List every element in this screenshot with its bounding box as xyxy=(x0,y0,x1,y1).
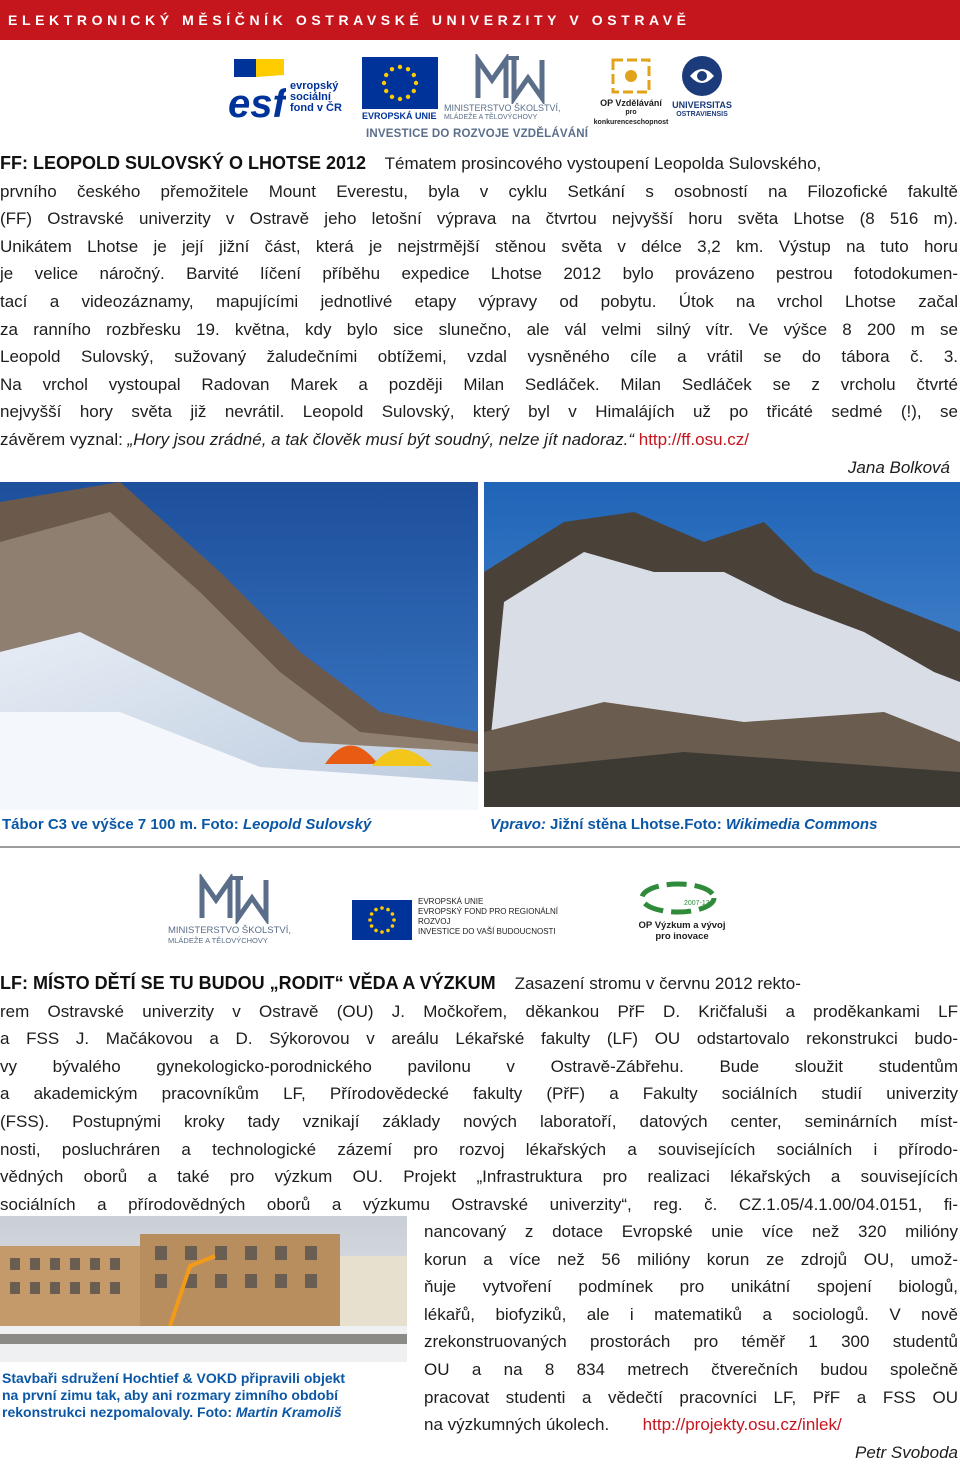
op-vavpi-line2: pro inovace xyxy=(655,931,709,942)
eu-erdf-line2: EVROPSKÝ FOND PRO REGIONÁLNÍ ROZVOJ xyxy=(418,907,559,926)
article-lf-line: vědných oborů a také pro výzkum OU. Projekt „Infrastruktura pro realizaci lékařských a souvisejících xyxy=(0,1167,958,1187)
article-lf-author: Petr Svoboda xyxy=(854,1442,958,1462)
article-lf-line: korun a více než 56 milióny korun ze zdrojů OU, umož- xyxy=(424,1249,958,1269)
esf-logo xyxy=(226,57,356,123)
article-ff-line: Leopold Sulovský, sužovaný žaludečními obtížemi, vzdal vysněného cíle a vrátil se do tábora č. 3. xyxy=(0,347,958,367)
article-lf-line: zrekonstruovaných prostorách pro téměř 1 300 studentů xyxy=(424,1332,958,1352)
photo-caption-author: Martin Kramoliš xyxy=(235,1404,342,1420)
top-logo-strip xyxy=(0,40,960,150)
msmt-monogram-icon xyxy=(196,874,280,924)
article-ff-line: Na vrchol vystoupal Radovan Marek a později Milan Sedláček. Milan Sedláček se z vrcholu čtvrté xyxy=(0,374,958,394)
universitas-line2: OSTRAVIENSIS xyxy=(676,111,728,118)
article-lf-line: vy bývalého gynekologicko-porodnického pavilonu v Ostravě-Zábřehu. Bude sloužit studentům xyxy=(0,1056,958,1076)
eu-label: EVROPSKÁ UNIE xyxy=(362,111,437,121)
msmt-mid-line2: MLÁDEŽE A TĚLOVÝCHOVY xyxy=(168,936,268,945)
article-ff-line: nejvyšší hory světa již nevrátil. Leopold Sulovský, který byl v Himalájích už po třicáté sedmé (!), se xyxy=(0,402,958,422)
msmt-line1: MINISTERSTVO ŠKOLSTVÍ, xyxy=(444,103,561,113)
op-vavpi-line1: OP Výzkum a vývoj xyxy=(638,920,726,931)
article-ff-line: Tématem prosincového vystoupení Leopolda Sulovského, xyxy=(384,154,822,173)
article-lf-line: Zasazení stromu v červnu 2012 rekto- xyxy=(514,974,801,993)
article-ff-author: Jana Bolková xyxy=(847,457,950,477)
op-vavpi-years: 2007-13 xyxy=(684,900,710,907)
masthead-title: ELEKTRONICKÝ MĚSÍČNÍK OSTRAVSKÉ UNIVERZITY V OSTRAVĚ xyxy=(8,12,691,28)
article-ff-line: za ranního rozbřesku 19. května, kdy bylo sice slunečno, ale vál velmi silný vítr. Ve výšce 8 200 m se xyxy=(0,319,958,339)
article-lf-line: pracovat studenti a vědečtí pracovníci LF, PřF a FSS OU xyxy=(424,1387,958,1407)
article-ff-line: (FF) Ostravské univerzity v Ostravě jeho letošní výprava na čtvrtou nejvyšší horu světa Lhotse (8 516 m). xyxy=(0,209,958,229)
article-ff-line: je velice náročný. Barvité líčení příběhu expedice Lhotse 2012 bylo provázeno pestrou fotodokumen- xyxy=(0,264,958,284)
photo-building-caption xyxy=(2,1370,406,1421)
universitas-line1: UNIVERSITAS xyxy=(672,100,732,110)
esf-line2: sociální xyxy=(290,91,331,103)
photo-lhotse-wall xyxy=(484,482,960,807)
article-lf-line: OU a na 8 834 metrech čtverečních budou společně xyxy=(424,1359,958,1379)
eu-logo xyxy=(362,57,438,123)
article-ff-line: Unikátem Lhotse je její jižní část, která je nejstrmější stěnou světa v délce 3,2 km. Výstup na tuto horu xyxy=(0,236,958,256)
article-ff-quote: „Hory jsou zrádné, a tak člověk musí být soudný, nelze jít nadoraz.“ xyxy=(127,429,635,449)
msmt-monogram-icon xyxy=(474,54,554,104)
eu-flag-icon xyxy=(362,57,438,109)
op-vk-icon xyxy=(609,56,653,96)
article-lf-narrow xyxy=(424,1218,958,1466)
tagline: INVESTICE DO ROZVOJE VZDĚLÁVÁNÍ xyxy=(366,128,589,140)
universitas-logo xyxy=(668,54,736,128)
op-vk-line1: OP Vzdělávání xyxy=(600,98,662,108)
divider xyxy=(0,846,960,848)
photo-caption-line2: na první zimu tak, aby ani rozmary zimního období xyxy=(2,1387,339,1403)
article-ff-line: prvního českého přemožitele Mount Everestu, byla v cyklu Setkání s osobností na Filozofické fakultě xyxy=(0,181,958,201)
article-lf-line: nancovaný z dotace Evropské unie více než 320 milióny xyxy=(424,1222,958,1241)
caption-right-text: Jižní stěna Lhotse.Foto: xyxy=(545,816,726,833)
msmt-mid-line1: MINISTERSTVO ŠKOLSTVÍ, xyxy=(168,925,291,936)
caption-right-prefix: Vpravo: xyxy=(490,816,546,833)
article-lf-line: ňuje vytvoření podmínek pro unikátní spojení biologů, xyxy=(424,1277,958,1297)
article-lf-line: a akademickým pracovníkům LF, Přírodovědecké fakulty (PřF) a Fakulty sociálních studií univerzity xyxy=(0,1084,958,1104)
msmt-line2: MLÁDEŽE A TĚLOVÝCHOVY xyxy=(444,114,538,121)
article-lf-line: lékařů, biofyziků, ale i matematiků a sociologů. V nově xyxy=(424,1304,958,1324)
op-vavpi-logo xyxy=(632,878,732,948)
op-vk-line2: pro konkurenceschopnost xyxy=(593,109,669,126)
article-lf-line: sociálních a přírodovědných oborů a výzkumu Ostravské univerzity“, reg. č. CZ.1.05/4.1.00/04.0151, fi- xyxy=(0,1194,958,1214)
eu-erdf-line3: INVESTICE DO VAŠÍ BUDOUCNOSTI xyxy=(418,927,556,936)
article-lf-line: nosti, posluchráren a technologické zázemí pro rozvoj lékařských a souvisejících sociálních i přírodo- xyxy=(0,1139,958,1159)
mid-logo-strip xyxy=(0,860,960,950)
article-lf-line: na výzkumných úkolech. xyxy=(424,1415,610,1435)
photo-caption-line1: Stavbaři sdružení Hochtief & VOKD připravili objekt xyxy=(2,1370,346,1386)
eu-erdf-line1: EVROPSKÁ UNIE xyxy=(418,897,484,906)
esf-line3: fond v ČR xyxy=(290,102,342,114)
article-lf-line: (FSS). Postupnými kroky tady vznikají základy nových laboratoří, datových center, seminárních míst- xyxy=(0,1111,958,1131)
caption-left xyxy=(2,816,371,833)
article-ff xyxy=(0,150,958,481)
masthead-bar xyxy=(0,0,960,40)
article-ff-link[interactable]: http://ff.osu.cz/ xyxy=(638,429,749,449)
article-ff-heading: FF: LEOPOLD SULOVSKÝ O LHOTSE 2012 xyxy=(0,153,367,173)
photo-caption-line3: rekonstrukci nezpomalovaly. Foto: xyxy=(2,1404,236,1420)
article-lf-link[interactable]: http://projekty.osu.cz/inlek/ xyxy=(642,1415,842,1435)
article-ff-line: závěrem vyznal: xyxy=(0,429,128,449)
caption-left-text: Tábor C3 ve výšce 7 100 m. Foto: xyxy=(2,816,243,833)
article-lf-heading: LF: MÍSTO DĚTÍ SE TU BUDOU „RODIT“ VĚDA A VÝZKUM xyxy=(0,973,496,993)
svg-text:esf: esf xyxy=(228,82,286,123)
caption-left-author: Leopold Sulovský xyxy=(242,816,372,833)
eu-erdf-logo xyxy=(352,897,562,950)
article-ff-line: tací a videozáznamy, mapujícími jednotlivé etapy výpravy od pobytu. Útok na vrchol Lhotse začal xyxy=(0,291,958,311)
msmt-logo-mid xyxy=(168,874,308,944)
op-vk-logo xyxy=(592,56,670,126)
eu-flag-icon xyxy=(352,900,412,940)
caption-right-author: Wikimedia Commons xyxy=(725,816,878,833)
universitas-emblem-icon xyxy=(680,54,724,98)
article-lf-line: rem Ostravské univerzity v Ostravě (OU) J. Močkořem, děkankou PřF D. Kričfaluši a proděkankami LF xyxy=(0,1001,958,1021)
esf-line1: evropský xyxy=(290,80,339,92)
caption-right xyxy=(490,816,877,833)
photo-building xyxy=(0,1216,407,1362)
article-lf-line: a FSS J. Mačákovou a D. Sýkorovou v areálu Lékařské fakulty (LF) OU odstartovalo rekonstrukci budo- xyxy=(0,1029,958,1049)
article-lf xyxy=(0,970,958,1218)
photo-tabor-c3 xyxy=(0,482,478,810)
msmt-logo xyxy=(444,54,576,124)
